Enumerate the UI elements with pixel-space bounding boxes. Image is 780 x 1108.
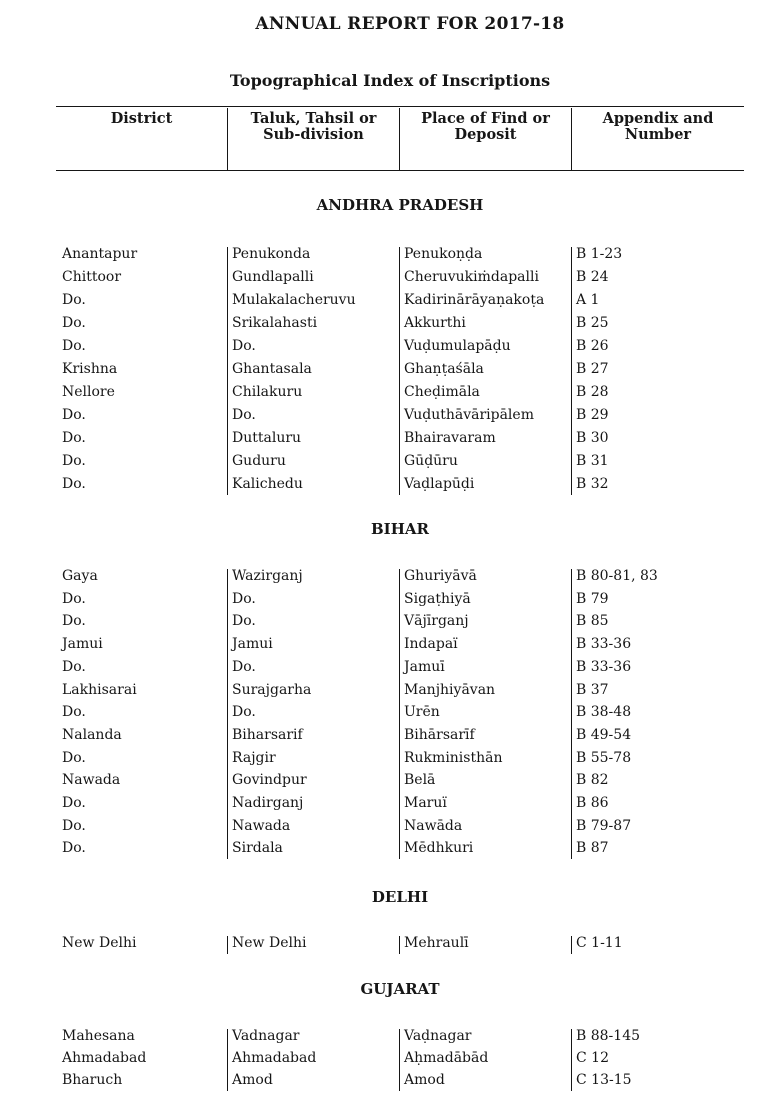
table-row [0,681,780,703]
cell-place: Kadirinārāyaṇakoṭa [404,292,545,308]
cell-place: Maruï [404,795,447,811]
column-header-line: Appendix and [602,110,714,127]
cell-taluk: Duttaluru [232,430,302,446]
cell-district: Do. [62,476,86,492]
table-row [0,383,780,405]
cell-appendix: C 12 [576,1050,609,1066]
table-row [0,839,780,861]
table-row [0,360,780,382]
cell-place: Cheḍimāla [404,384,480,400]
cell-appendix: B 49-54 [576,726,632,743]
cell-district: Nellore [62,384,115,400]
cell-district: Ahmadabad [62,1050,147,1066]
table-row [0,429,780,451]
cell-district: New Delhi [62,935,137,951]
table-row [0,406,780,428]
cell-appendix: B 82 [576,772,609,789]
cell-district: Do. [62,795,86,811]
cell-taluk: Mulakalacheruvu [232,292,356,308]
table-row [0,291,780,313]
cell-place: Ghaṇṭaśāla [404,361,484,377]
cell-place: Penukoṇḍa [404,246,483,262]
table-row [0,612,780,634]
cell-taluk: Vadnagar [232,1028,300,1044]
cell-taluk: Ahmadabad [232,1050,317,1066]
cell-appendix: B 31 [576,453,609,469]
cell-district: Jamui [62,636,103,653]
cell-district: Do. [62,613,86,630]
cell-place: Rukministhān [404,749,503,766]
cell-taluk: Do. [232,590,256,607]
report-title: ANNUAL REPORT FOR 2017-18 [255,14,565,34]
column-header-line: Place of Find or [421,110,550,127]
table-row [0,314,780,336]
cell-appendix: B 24 [576,269,609,285]
cell-appendix: A 1 [576,292,600,308]
table-row [0,475,780,497]
cell-place: Nawāda [404,817,463,834]
cell-taluk: Nadirganj [232,795,304,811]
cell-appendix: B 38-48 [576,704,632,721]
cell-taluk: Do. [232,613,256,630]
table-row [0,1071,780,1093]
table-row [0,1049,780,1071]
cell-taluk: Guduru [232,453,286,469]
table-row [0,590,780,612]
cell-place: Urēn [404,704,440,721]
cell-district: Do. [62,590,86,607]
cell-place: Sigaṭhiyā [404,590,471,607]
cell-place: Bihārsarīf [404,726,475,743]
cell-taluk: Govindpur [232,772,307,789]
index-title: Topographical Index of Inscriptions [229,71,551,90]
cell-taluk: Gundlapalli [232,269,314,285]
table-row [0,817,780,839]
table-row [0,245,780,267]
cell-appendix: B 88-145 [576,1028,641,1044]
table-row [0,703,780,725]
cell-district: Krishna [62,361,118,377]
cell-place: Bhairavaram [404,430,496,446]
cell-appendix: B 32 [576,476,609,492]
cell-appendix: C 13-15 [576,1072,632,1088]
table-row [0,1027,780,1049]
cell-place: Jamuī [404,658,445,675]
column-header-line: Deposit [454,126,517,143]
cell-place: Vājīrganj [404,613,469,630]
cell-place: Cheruvukiṁdapalli [404,269,539,285]
section-title: GUJARAT [360,980,440,998]
cell-district: Do. [62,840,86,857]
section-title: BIHAR [371,520,429,538]
section-title: ANDHRA PRADESH [316,196,484,214]
column-header-line: Sub-division [263,126,364,143]
cell-place: Ghuriyāvā [404,568,477,584]
cell-place: Mehraulī [404,935,469,951]
cell-appendix: B 79-87 [576,817,632,834]
cell-taluk: Chilakuru [232,384,303,400]
cell-appendix: B 37 [576,681,609,698]
cell-district: Nawada [62,772,121,789]
table-row [0,771,780,793]
cell-appendix: B 79 [576,590,609,607]
cell-appendix: B 86 [576,795,609,811]
cell-place: Vaḍnagar [404,1028,472,1044]
cell-place: Manjhiyāvan [404,681,496,698]
table-row [0,452,780,474]
cell-district: Do. [62,658,86,675]
cell-appendix: B 87 [576,840,609,857]
cell-district: Do. [62,704,86,721]
header-bottom-rule [56,170,744,171]
cell-place: Amod [404,1072,445,1088]
cell-district: Do. [62,749,86,766]
cell-place: Vuḍumulapāḍu [404,338,511,354]
cell-place: Gūḍūru [404,453,458,469]
cell-appendix: B 33-36 [576,658,632,675]
column-header-line: Number [624,126,692,143]
cell-district: Do. [62,817,86,834]
table-row [0,337,780,359]
cell-district: Do. [62,292,86,308]
cell-district: Do. [62,407,86,423]
cell-taluk: Nawada [232,817,291,834]
cell-appendix: B 33-36 [576,636,632,653]
column-header-district [56,111,227,127]
cell-district: Do. [62,430,86,446]
cell-place: Vuḍuthāvāripālem [404,407,534,423]
cell-appendix: B 85 [576,613,609,630]
cell-appendix: B 29 [576,407,609,423]
table-row [0,749,780,771]
table-row [0,567,780,589]
cell-appendix: B 27 [576,361,609,377]
cell-taluk: Do. [232,338,256,354]
table-row [0,268,780,290]
table-row [0,794,780,816]
cell-district: Anantapur [62,246,138,262]
cell-appendix: C 1-11 [576,935,623,951]
cell-taluk: Ghantasala [232,361,312,377]
cell-place: Vaḍlapūḍi [404,476,475,492]
cell-taluk: Rajgir [232,749,276,766]
cell-taluk: Amod [232,1072,273,1088]
table-row [0,635,780,657]
cell-district: Bharuch [62,1072,123,1088]
cell-appendix: B 26 [576,338,609,354]
column-header-appendix [572,111,744,143]
cell-place: Indapaï [404,636,458,653]
cell-appendix: B 30 [576,430,609,446]
cell-taluk: Penukonda [232,246,311,262]
column-header-place [400,111,571,143]
cell-district: Gaya [62,568,98,584]
header-top-rule [56,106,744,107]
cell-taluk: Srikalahasti [232,315,318,331]
cell-appendix: B 25 [576,315,609,331]
cell-taluk: Surajgarha [232,681,312,698]
cell-district: Do. [62,453,86,469]
cell-appendix: B 55-78 [576,749,632,766]
table-row [0,934,780,956]
table-row [0,726,780,748]
cell-district: Nalanda [62,726,122,743]
cell-place: Akkurthi [404,315,466,331]
cell-district: Do. [62,338,86,354]
cell-taluk: Biharsarif [232,726,303,743]
cell-taluk: Kalichedu [232,476,303,492]
column-header-line: District [110,110,173,127]
table-row [0,658,780,680]
column-header-taluk [228,111,399,143]
section-title: DELHI [371,888,429,906]
cell-taluk: New Delhi [232,935,307,951]
cell-taluk: Do. [232,407,256,423]
cell-taluk: Wazirganj [232,568,303,584]
cell-place: Aḥmadābād [404,1050,489,1066]
cell-district: Chittoor [62,269,122,285]
cell-appendix: B 28 [576,384,609,400]
cell-taluk: Sirdala [232,840,283,857]
cell-place: Belā [404,772,436,789]
column-header-line: Taluk, Tahsil or [250,110,377,127]
cell-taluk: Do. [232,658,256,675]
cell-appendix: B 80-81, 83 [576,568,658,584]
cell-place: Mēdhkuri [404,840,474,857]
cell-district: Lakhisarai [62,681,137,698]
cell-district: Mahesana [62,1028,135,1044]
cell-taluk: Jamui [232,636,273,653]
cell-district: Do. [62,315,86,331]
cell-appendix: B 1-23 [576,246,623,262]
cell-taluk: Do. [232,704,256,721]
